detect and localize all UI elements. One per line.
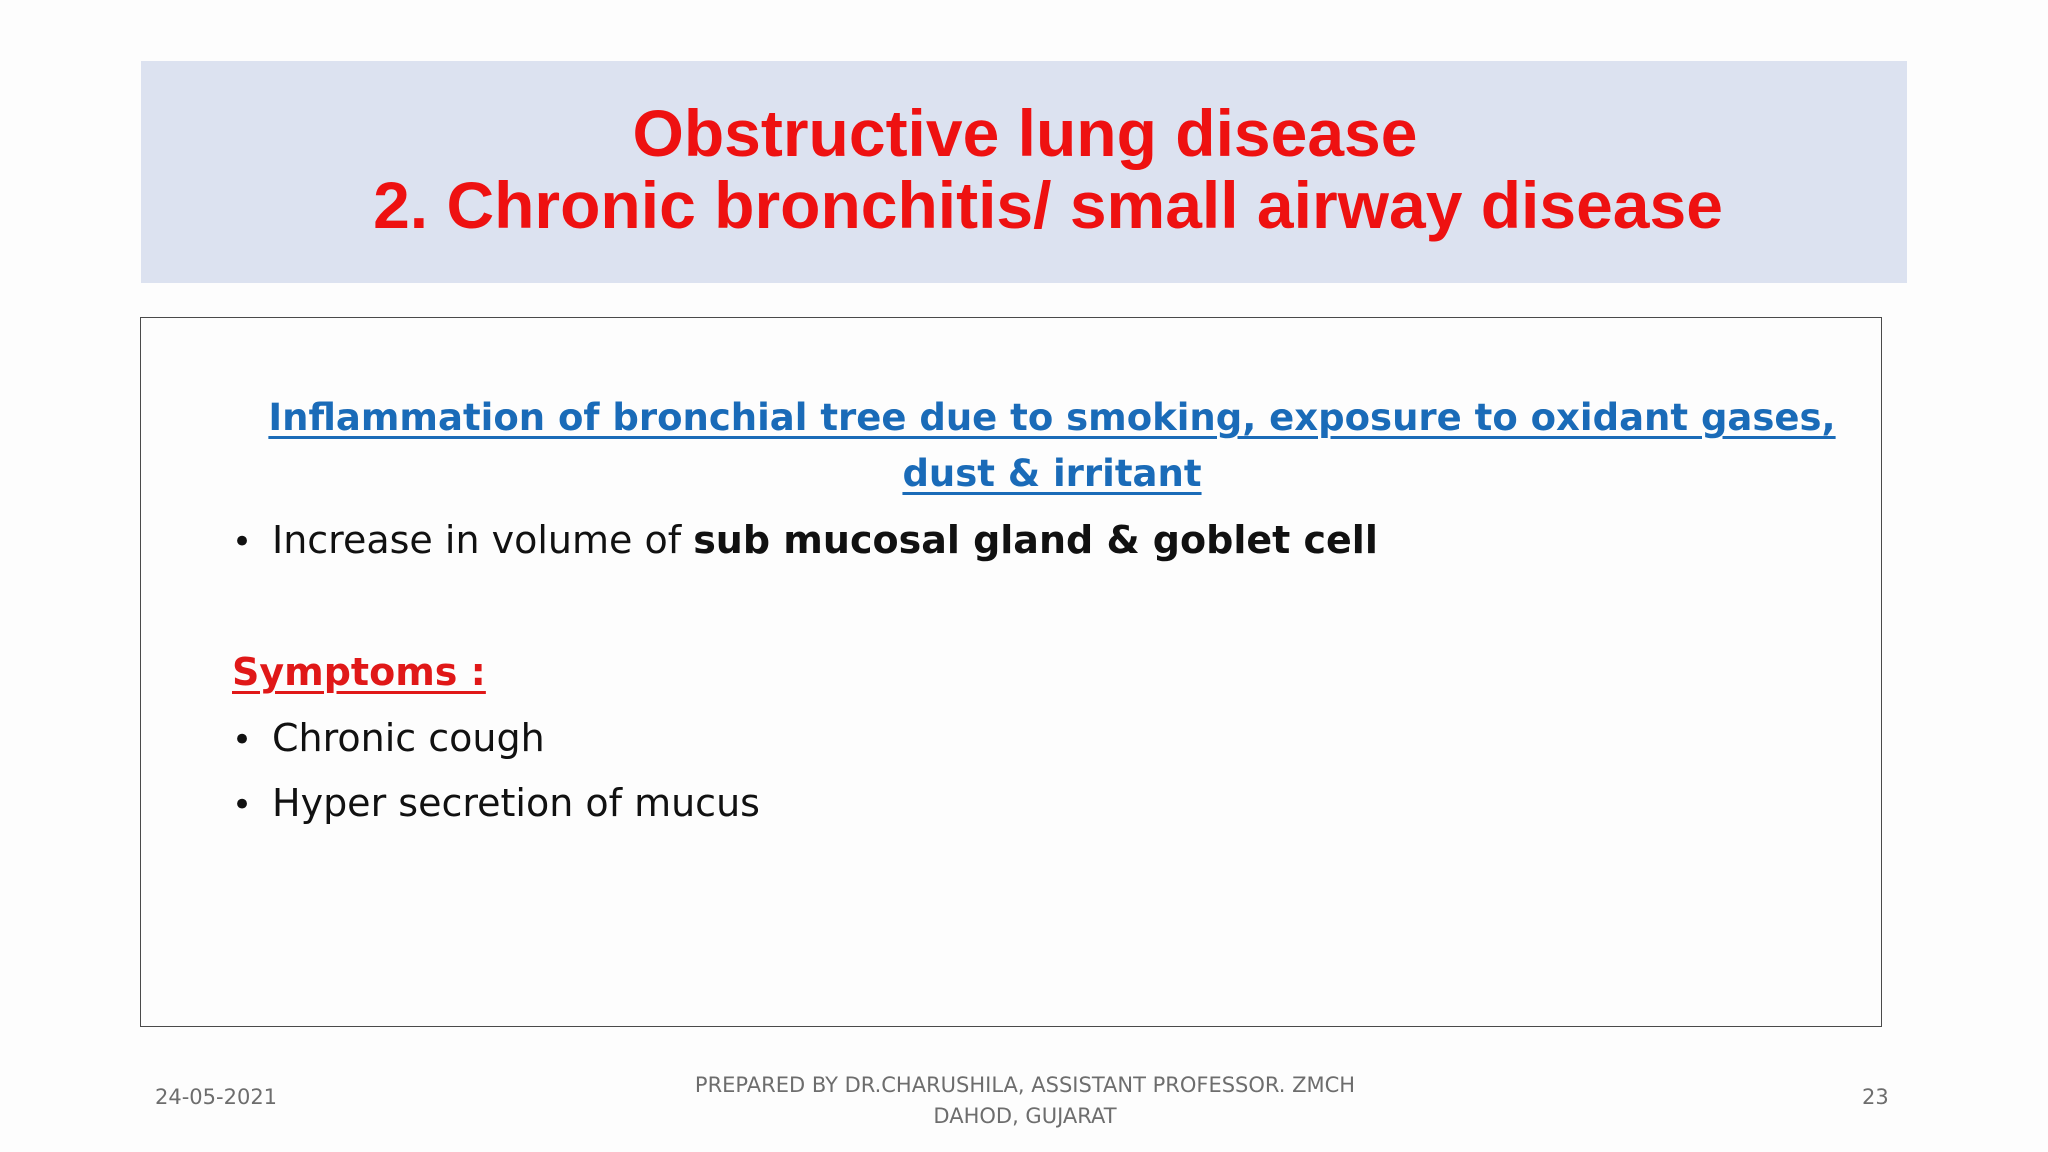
slide-title-line-1: Obstructive lung disease: [632, 96, 1418, 170]
symptom-text: Hyper secretion of mucus: [272, 781, 760, 825]
bullet-icon: •: [232, 785, 253, 825]
bullet-text-normal: Increase in volume of: [272, 518, 694, 562]
bullet-icon: •: [232, 720, 253, 760]
bullet-icon: •: [232, 522, 253, 562]
footer-date: 24-05-2021: [155, 1085, 278, 1109]
symptom-item: [232, 710, 545, 768]
symptom-text: Chronic cough: [272, 716, 545, 760]
content-heading-line-1: Inflammation of bronchial tree due to smoking, exposure to oxidant gases,: [268, 396, 1836, 439]
slide-page-number: 23: [1862, 1085, 1889, 1109]
slide-title-line-2: 2. Chronic bronchitis/ small airway disease: [373, 168, 1723, 242]
content-heading-line-2: dust & irritant: [902, 452, 1202, 495]
footer-prepared-by-line-1: PREPARED BY DR.CHARUSHILA, ASSISTANT PROFESSOR. ZMCH: [694, 1073, 1356, 1097]
bullet-item-gland-increase: [232, 512, 1378, 570]
symptoms-label: Symptoms :: [232, 650, 486, 694]
symptom-item: [232, 775, 760, 833]
footer-prepared-by-line-2: DAHOD, GUJARAT: [933, 1104, 1117, 1128]
bullet-text-bold: sub mucosal gland & goblet cell: [693, 518, 1378, 562]
